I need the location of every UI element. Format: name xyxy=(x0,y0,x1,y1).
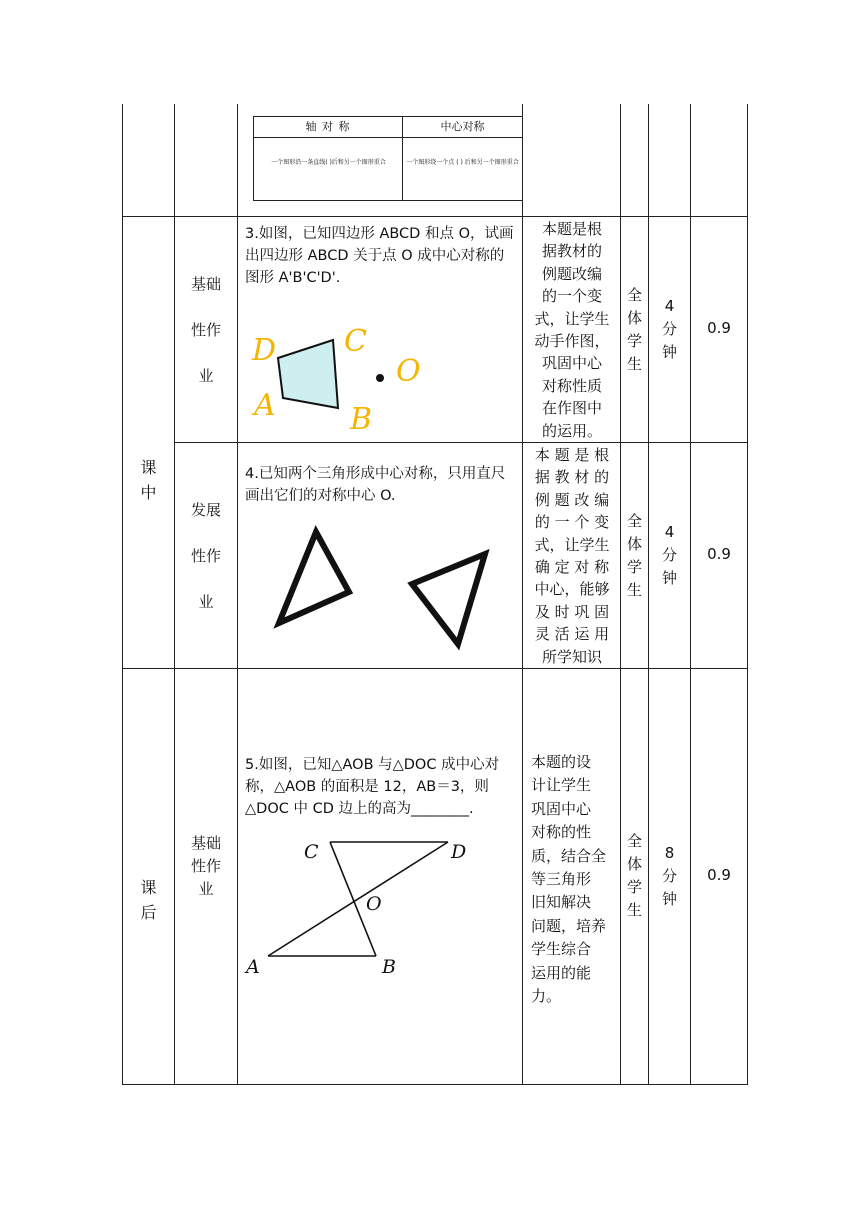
label-c: C xyxy=(344,324,367,359)
label-d: D xyxy=(252,333,277,368)
row1-purpose: 本题是根 据教材的 例题改编 的一个变 式，让学生 动手作图， 巩固中心 对称性质 在作图中 的运用。 xyxy=(534,220,610,440)
row2-difficulty: 0.9 xyxy=(707,545,731,563)
label-c: C xyxy=(304,841,319,863)
two-triangles-figure xyxy=(260,520,500,660)
row1-duration: 4 分 钟 xyxy=(661,297,677,361)
stage-label-in-class: 课 中 xyxy=(140,458,157,502)
row2-participants: 全 体 学 生 xyxy=(626,512,642,599)
label-a: A xyxy=(246,956,260,978)
row1-question: 3.如图，已知四边形 ABCD 和点 O，试画出四边形 ABCD 关于点 O 成中心对称的图形 A'B'C'D'. xyxy=(245,226,514,286)
row2-question: 4.已知两个三角形成中心对称，只用直尺画出它们的对称中心 O. xyxy=(245,466,506,504)
row1-homework-type: 基础 性作 业 xyxy=(190,275,221,385)
row3-purpose: 本题的设 计让学生 巩固中心 对称的性 质，结合全 等三角形 旧知解决 问题，培养 学生综合 运用的能 力。 xyxy=(531,753,607,1006)
quadrilateral-abcd xyxy=(278,340,338,408)
triangles-aob-doc-figure xyxy=(240,832,480,980)
central-symmetry-definition: 一个图形绕一个点 ( ) 后和另一个图形重合 xyxy=(406,159,519,166)
row2-purpose: 本 题 是 根 据 教 材 的 例 题 改 编 的 一 个 变 式，让学生 确 定 对 称 中心，能够 及 时 巩 固 灵 活 运 用 所学知识 xyxy=(534,446,610,666)
label-b: B xyxy=(382,956,396,978)
row3-homework-type: 基础 性作 业 xyxy=(190,834,221,898)
triangle-left xyxy=(279,532,349,623)
label-o: O xyxy=(366,893,382,915)
row3-difficulty: 0.9 xyxy=(707,866,731,884)
point-o xyxy=(376,374,384,382)
triangle-right xyxy=(412,554,485,644)
axis-symmetry-definition: 一个图形沿一条直线( )后和另一个图形重合 xyxy=(271,159,386,166)
label-o: O xyxy=(396,354,421,389)
header-central-symmetry: 中心对称 xyxy=(440,120,485,133)
label-d: D xyxy=(451,841,467,863)
header-axis-symmetry: 轴 对 称 xyxy=(305,120,351,133)
row2-duration: 4 分 钟 xyxy=(661,523,677,587)
row3-participants: 全 体 学 生 xyxy=(626,832,642,919)
row3-question: 5.如图，已知△AOB 与△DOC 成中心对称，△AOB 的面积是 12，AB＝3，则△DOC 中 CD 边上的高为________. xyxy=(245,757,500,817)
stage-label-after-class: 课 后 xyxy=(140,878,157,922)
row2-homework-type: 发展 性作 业 xyxy=(190,501,221,611)
row1-participants: 全 体 学 生 xyxy=(626,286,642,373)
row1-difficulty: 0.9 xyxy=(707,319,731,337)
label-a: A xyxy=(254,388,276,423)
quadrilateral-abcd-figure xyxy=(240,318,480,438)
label-b: B xyxy=(350,402,373,437)
row3-duration: 8 分 钟 xyxy=(661,844,677,908)
